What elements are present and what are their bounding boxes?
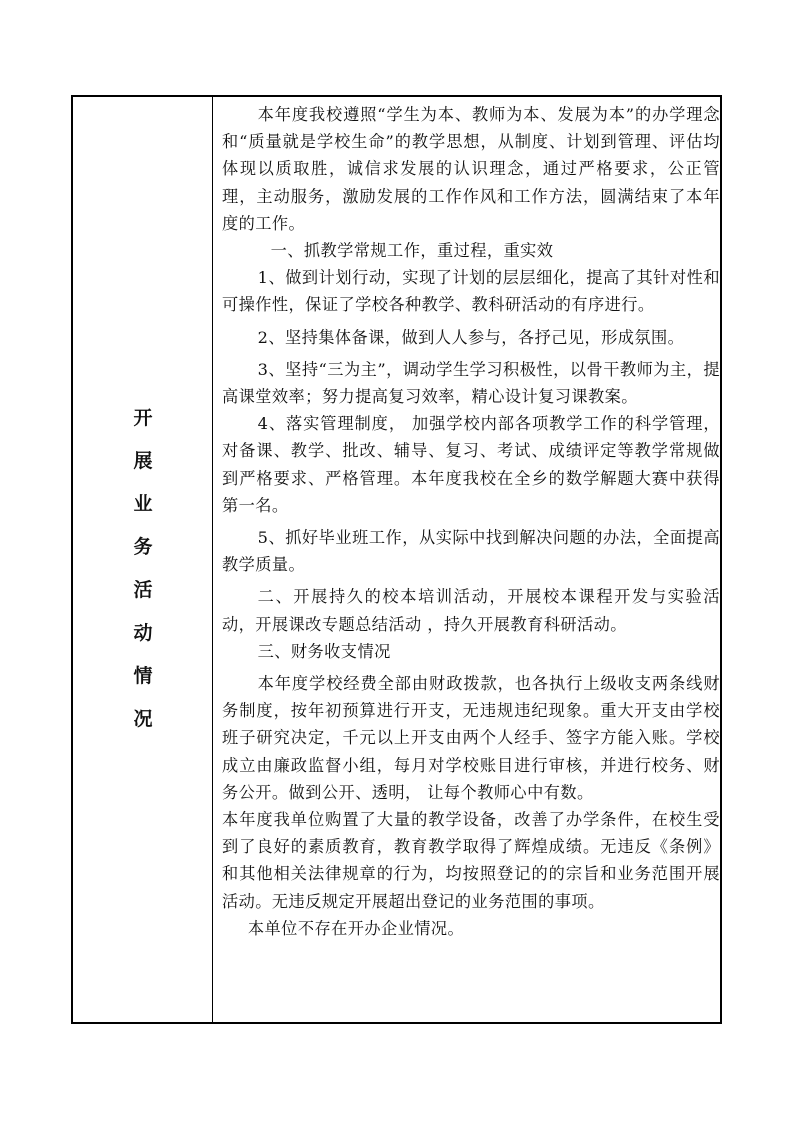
section-title-char: 况 bbox=[133, 708, 153, 730]
heading-school-training: 二、开展持久的校本培训活动，开展校本课程开发与实验活动，开展课改专题总结活动 ，持久开展教育科研活动。 bbox=[222, 587, 720, 634]
enterprise-statement: 本单位不存在开办企业情况。 bbox=[247, 918, 465, 938]
heading-teaching-routine: 一、抓教学常规工作，重过程，重实效 bbox=[270, 241, 554, 261]
report-table bbox=[71, 95, 722, 1024]
section-label-cell bbox=[73, 97, 213, 1022]
section-title-char: 业 bbox=[133, 493, 153, 515]
heading-finance: 三、财务收支情况 bbox=[257, 641, 391, 661]
item-3-paragraph: 3、坚持“三为主”，调动学生学习积极性，以骨干教师为主，提高课堂效率；努力提高复习效率，精心设计复习课教案。 bbox=[222, 359, 720, 407]
item-2-paragraph: 2、坚持集体备课，做到人人参与，各抒己见，形成氛围。 bbox=[257, 327, 685, 347]
finance-paragraph: 本年度学校经费全部由财政拨款，也各执行上级收支两条线财务制度，按年初预算进行开支，无违规违纪现象。重大开支由学校班子研究决定，千元以上开支由两个人经手、签字方能入账。学校成立由廉政监督小组，每月对学校账目进行审核，并进行校务、财务公开。做到公开、透明， 让每个教师心中有数。 bbox=[222, 674, 720, 802]
section-title-char: 动 bbox=[133, 622, 153, 644]
content-cell bbox=[214, 97, 720, 1022]
item-5-paragraph: 5、抓好毕业班工作，从实际中找到解决问题的办法，全面提高教学质量。 bbox=[222, 528, 720, 575]
section-title-char: 情 bbox=[133, 665, 153, 687]
intro-paragraph: 本年度我校遵照“学生为本、教师为本、发展为本”的办学理念和“质量就是学校生命”的教学思想，从制度、计划到管理、评估均体现以质取胜，诚信求发展的认识理念，通过严格要求，公正管理，主动服务，激励发展的工作作风和工作方法，圆满结束了本年度的工作。 bbox=[222, 105, 720, 233]
item-1-paragraph: 1、做到计划行动，实现了计划的层层细化，提高了其针对性和可操作性，保证了学校各种教学、教科研活动的有序进行。 bbox=[222, 268, 720, 315]
equipment-paragraph: 本年度我单位购置了大量的教学设备，改善了办学条件，在校生受到了良好的素质教育，教育教学取得了辉煌成绩。无违反《条例》和其他相关法律规章的行为，均按照登记的的宗旨和业务范围开展活动。无违反规定开展超出登记的业务范围的事项。 bbox=[222, 810, 720, 911]
section-title-char: 活 bbox=[133, 579, 153, 601]
section-title-char: 务 bbox=[133, 536, 153, 558]
section-title-char: 开 bbox=[133, 407, 153, 429]
section-title bbox=[73, 397, 213, 741]
section-title-char: 展 bbox=[133, 450, 153, 472]
item-4-paragraph: 4、落实管理制度， 加强学校内部各项教学工作的科学管理，对备课、教学、批改、辅导、复习、考试、成绩评定等教学常规做到严格要求、严格管理。本年度我校在全乡的数学解题大赛中获得第一名。 bbox=[222, 414, 720, 515]
